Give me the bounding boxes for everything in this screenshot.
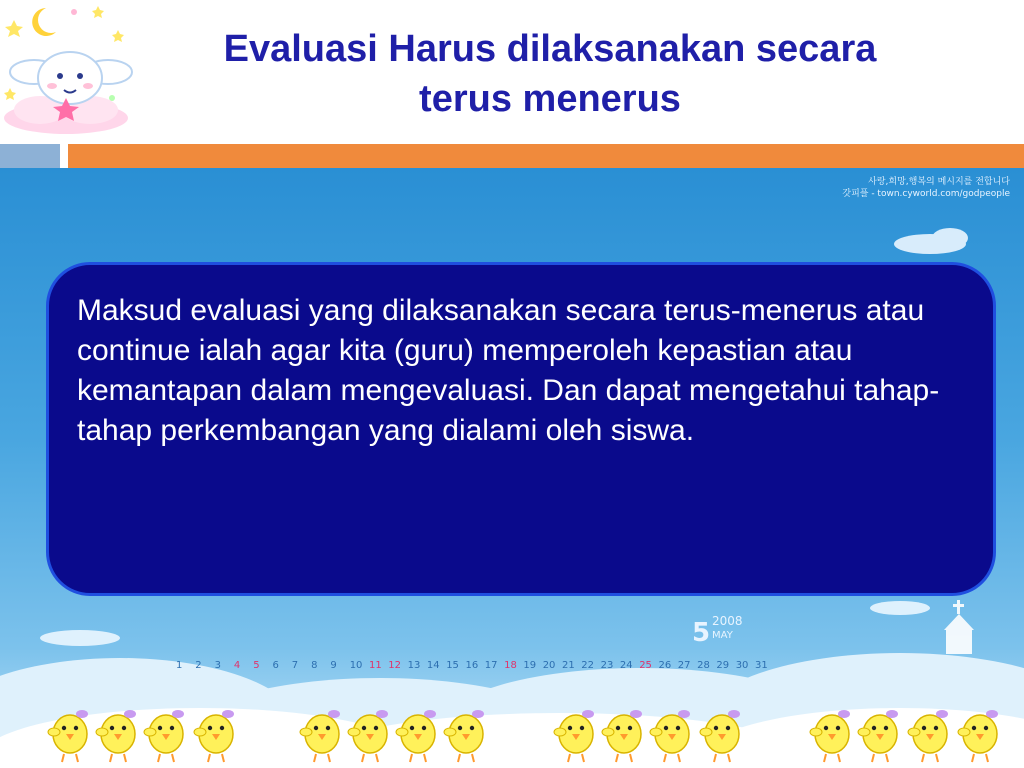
calendar-day-number: 2 bbox=[195, 660, 202, 671]
yellow-chick-icon bbox=[348, 710, 388, 762]
yellow-chick-icon bbox=[300, 710, 340, 762]
slide-header bbox=[0, 0, 1024, 144]
calendar-day-number: 25 bbox=[639, 660, 652, 671]
credit-line-1: 사랑,희망,행복의 메시지를 전합니다 bbox=[868, 177, 1010, 187]
calendar-day-number: 14 bbox=[426, 660, 440, 671]
yellow-chick-icon bbox=[908, 710, 948, 762]
calendar-day-number: 9 bbox=[330, 660, 337, 671]
calendar-day-number: 17 bbox=[484, 660, 498, 671]
calendar-day-number: 31 bbox=[755, 660, 768, 671]
yellow-chick-icon bbox=[858, 710, 898, 762]
calendar-day-number: 16 bbox=[465, 660, 479, 671]
calendar-day-number: 6 bbox=[272, 660, 279, 671]
calendar-day-number: 5 bbox=[253, 660, 260, 671]
header-accent-blue bbox=[0, 144, 60, 168]
calendar-day: 5 bbox=[692, 618, 711, 648]
yellow-chick-icon bbox=[700, 710, 740, 762]
yellow-chick-icon bbox=[444, 710, 484, 762]
calendar-day-number: 21 bbox=[562, 660, 575, 671]
calendar-day-number: 3 bbox=[214, 660, 221, 671]
calendar-day-number: 20 bbox=[542, 660, 556, 671]
yellow-chick-icon bbox=[958, 710, 998, 762]
slide-title bbox=[150, 24, 950, 124]
calendar-day-number: 13 bbox=[407, 660, 421, 671]
title-line-2: terus menerus bbox=[419, 78, 681, 120]
calendar-year: 2008 bbox=[712, 614, 743, 628]
content-box bbox=[46, 262, 996, 596]
calendar-day-number: 19 bbox=[523, 660, 537, 671]
calendar-day-number: 26 bbox=[658, 660, 672, 671]
calendar-day-number: 1 bbox=[176, 660, 183, 671]
calendar-day-number: 30 bbox=[735, 660, 749, 671]
title-line-1: Evaluasi Harus dilaksanakan secara bbox=[223, 28, 877, 70]
calendar-day-number: 4 bbox=[233, 660, 241, 671]
header-accent-orange bbox=[68, 144, 1024, 168]
yellow-chick-icon bbox=[96, 710, 136, 762]
calendar-day-number: 24 bbox=[619, 660, 633, 671]
yellow-chick-icon bbox=[396, 710, 436, 762]
calendar-day-number: 22 bbox=[581, 660, 595, 671]
yellow-chick-icon bbox=[554, 710, 594, 762]
yellow-chick-icon bbox=[810, 710, 850, 762]
calendar-month: MAY bbox=[712, 630, 733, 641]
calendar-day-number: 28 bbox=[697, 660, 710, 671]
calendar-day-number: 18 bbox=[504, 660, 517, 671]
yellow-chick-icon bbox=[602, 710, 642, 762]
calendar-day-number: 8 bbox=[311, 660, 318, 671]
calendar-day-number: 11 bbox=[369, 660, 382, 671]
background-credit bbox=[700, 176, 1010, 200]
body-text: Maksud evaluasi yang dilaksanakan secara terus-menerus atau continue ialah agar kita (guru) memperoleh kepastian atau kemantapan dalam mengevaluasi. Dan dapat mengetahui tahap-tahap perkembangan yang dialami oleh siswa. bbox=[77, 294, 940, 447]
yellow-chick-icon bbox=[48, 710, 88, 762]
yellow-chick-icon bbox=[144, 710, 184, 762]
calendar-day-number: 10 bbox=[349, 660, 363, 671]
calendar-day-number: 27 bbox=[677, 660, 691, 671]
chicks-row bbox=[0, 690, 1024, 768]
calendar-day-number: 29 bbox=[716, 660, 730, 671]
calendar-day-number: 7 bbox=[291, 660, 299, 671]
yellow-chick-icon bbox=[650, 710, 690, 762]
calendar-day-number: 15 bbox=[446, 660, 459, 671]
calendar-day-number: 12 bbox=[388, 660, 402, 671]
credit-line-2: 갓피플 - town.cyworld.com/godpeople bbox=[842, 189, 1010, 199]
bunny-on-cloud-icon bbox=[0, 0, 140, 140]
calendar-day-number: 23 bbox=[600, 660, 614, 671]
yellow-chick-icon bbox=[194, 710, 234, 762]
